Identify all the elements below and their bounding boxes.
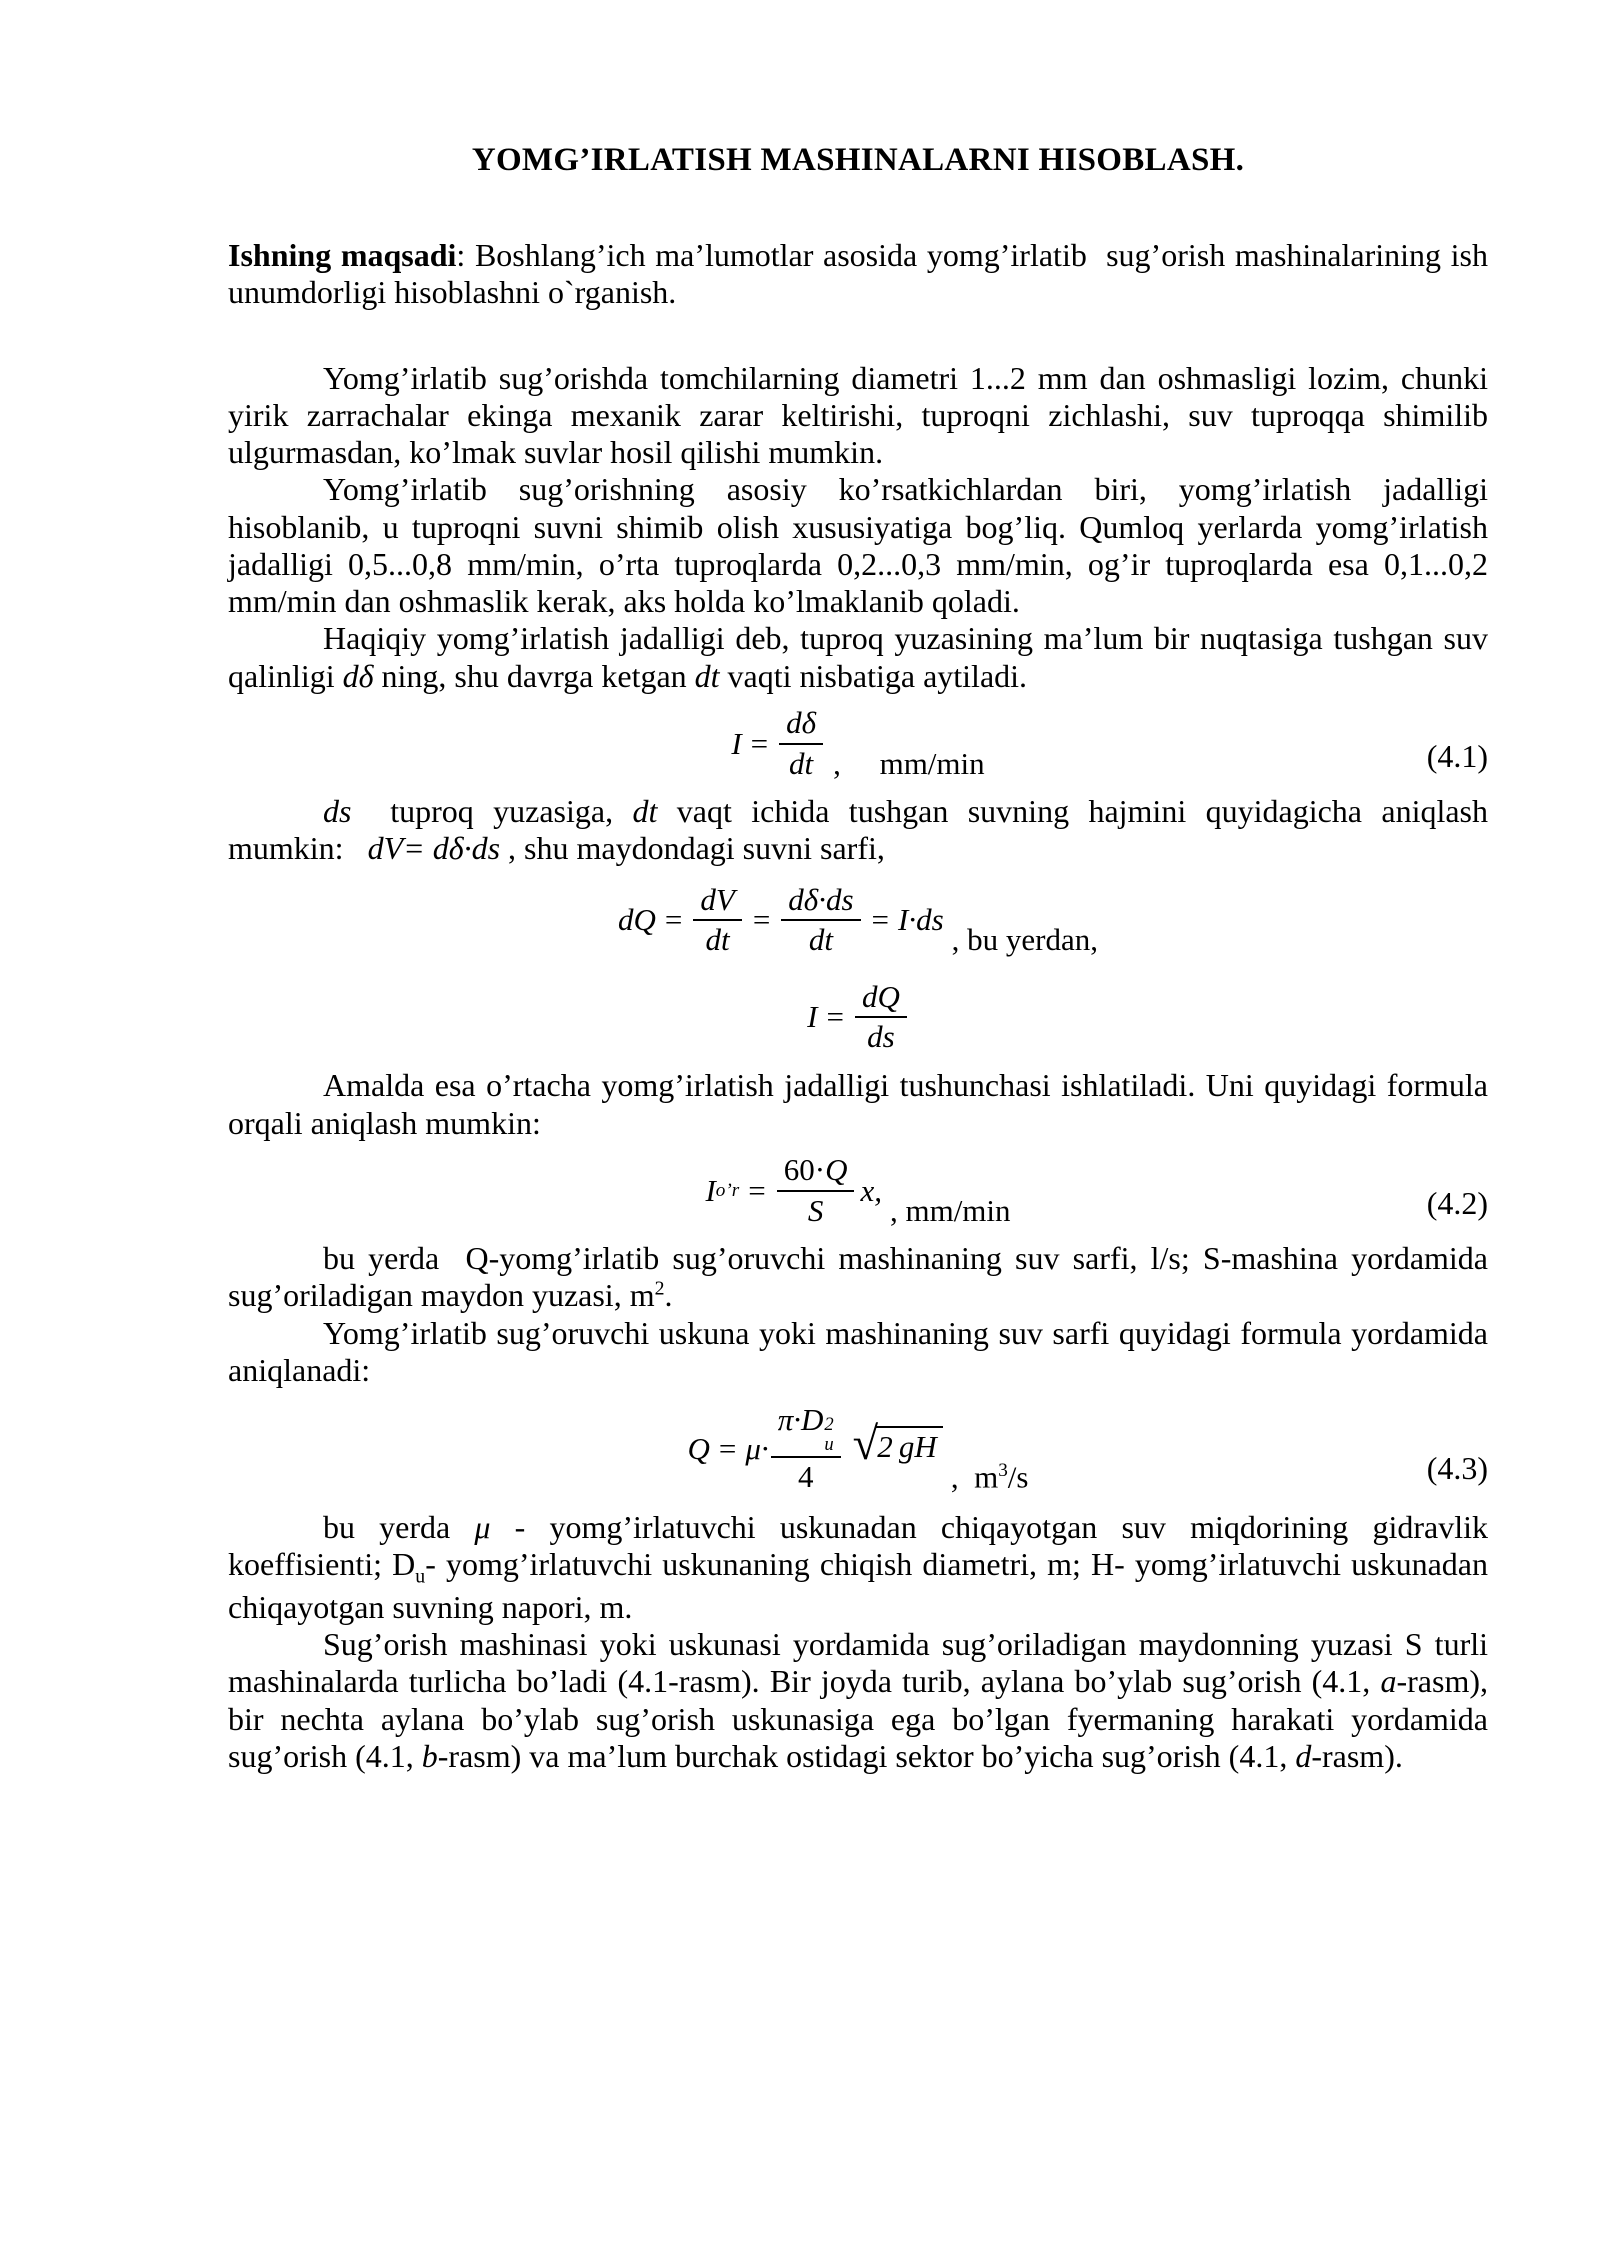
formula-coefficient: μ· xyxy=(745,1430,769,1466)
formula-lhs: I xyxy=(705,1172,716,1208)
equals-sign: = xyxy=(718,1430,737,1466)
fraction-numerator: dδ·ds xyxy=(781,883,860,922)
fraction-denominator: dt xyxy=(808,922,833,958)
formula-lhs: Q xyxy=(687,1430,710,1466)
formula-body-4-2 xyxy=(705,1153,1010,1228)
formula-body-i xyxy=(807,980,909,1055)
equation-dq xyxy=(228,877,1488,963)
formula-rhs: I·ds xyxy=(898,902,944,938)
formula-units: , mm/min xyxy=(889,1192,1011,1228)
paragraph-real-intensity: Haqiqiy yomg’irlatish jadalligi deb, tuproq yuzasining ma’lum bir nuqtasiga tushgan suv qalinligi dδ ning, shu davrga ketgan dt vaqti nisbatiga aytiladi. xyxy=(228,620,1488,694)
paragraph-droplet-diameter: Yomg’irlatib sug’orishda tomchilarning diametri 1...2 mm dan oshmasligi lozim, chunki yirik zarrachalar ekinga mexanik zarar keltirishi, tuproqni zichlashi, suv tuproqqa shimilib ulgurmasdan, ko’lmak suvlar hosil qilishi mumkin. xyxy=(228,359,1488,471)
paragraph-intensity-limits: Yomg’irlatib sug’orishning asosiy ko’rsatkichlardan biri, yomg’irlatish jadalligi hisoblanib, u tuproqni suvni shimib olish xususiyatiga bog’liq. Qumloq yerlarda yomg’irlatish jadalligi 0,5...0,8 mm/min, o’rta tuproqlarda 0,2...0,3 mm/min, og’ir tuproqlarda esa 0,1...0,2 mm/min dan oshmaslik kerak, aks holda ko’lmaklanib qoladi. xyxy=(228,471,1488,620)
square-root xyxy=(852,1418,943,1473)
radical-sign: √ xyxy=(852,1418,879,1470)
formula-lhs: I xyxy=(807,999,818,1035)
formula-body-4-3 xyxy=(688,1403,1029,1495)
equation-number: (4.2) xyxy=(1426,1185,1488,1222)
paragraph-volume-definition: ds tuproq yuzasiga, dt vaqt ichida tushgan suvning hajmini quyidagicha aniqlash mumkin: dV= dδ·ds , shu maydondagi suvni sarfi, xyxy=(228,792,1489,867)
equation-4-2 xyxy=(228,1148,1488,1234)
fraction-numerator: 60·Q xyxy=(777,1153,855,1192)
fraction xyxy=(777,1153,855,1228)
radicand: 2 gH xyxy=(875,1426,943,1465)
equals-sign: = xyxy=(750,725,769,761)
equals-sign: = xyxy=(748,1172,766,1208)
formula-lhs: I xyxy=(731,725,742,761)
fraction xyxy=(693,883,741,958)
purpose-label: Ishning maqsadi xyxy=(228,237,457,273)
equals-sign: = xyxy=(826,999,844,1035)
fraction xyxy=(779,706,823,781)
paragraph-mu-definition: bu yerda μ - yomg’irlatuvchi uskunadan chiqayotgan suv miqdorining gidravlik koeffisienti; $D_u-$ yomg’irlatuvchi uskunaning chiqish diametri, m; H- yomg’irlatuvchi uskunadan chiqayotgan suvning napori, m. xyxy=(228,1509,1489,1625)
equation-4-1 xyxy=(228,701,1488,787)
paragraph-average-intensity: Amalda esa o’rtacha yomg’irlatish jadalligi tushunchasi ishlatiladi. Uni quyidagi formula orqali aniqlash mumkin: xyxy=(228,1067,1488,1141)
fraction-denominator: ds xyxy=(867,1019,895,1055)
fraction-numerator xyxy=(771,1403,841,1458)
equation-4-3 xyxy=(228,1399,1488,1499)
equals-sign: = xyxy=(664,902,683,938)
formula-units: , mm/min xyxy=(833,745,985,781)
formula-lhs-subscript: o’r xyxy=(715,1180,740,1202)
fraction-denominator: S xyxy=(807,1192,824,1228)
sub-sup-stack xyxy=(824,1415,833,1454)
fraction-numerator: dV xyxy=(693,883,741,922)
formula-trailing-glyph: x, xyxy=(860,1172,882,1208)
fraction-numerator: dδ xyxy=(779,706,823,745)
equation-number: (4.1) xyxy=(1426,738,1488,775)
equation-number: (4.3) xyxy=(1426,1450,1488,1487)
numerator-base: π·D xyxy=(777,1402,824,1438)
equation-i xyxy=(228,977,1488,1057)
formula-continuation: , bu yerdan, xyxy=(951,922,1098,958)
fraction-denominator: dt xyxy=(705,922,730,958)
fraction-denominator: 4 xyxy=(797,1459,814,1495)
formula-body-4-1 xyxy=(731,706,984,781)
equals-sign: = xyxy=(752,902,771,938)
paragraph-area-types: Sug’orish mashinasi yoki uskunasi yordamida sug’oriladigan maydonning yuzasi S turli mashinalarda turlicha bo’ladi (4.1-rasm). Bir joyda turib, aylana bo’ylab sug’orish (4.1, a-rasm), bir nechta aylana bo’ylab sug’orish uskunasiga ega bo’lgan fyermaning harakati yordamida sug’orish (4.1, b-rasm) va ma’lum burchak ostidagi sektor bo’yicha sug’orish (4.1, d-rasm). xyxy=(228,1626,1488,1774)
paragraph-purpose xyxy=(228,237,1488,312)
subscript: u xyxy=(824,1433,834,1455)
document-title: YOMG’IRLATISH MASHINALARNI HISOBLASH. xyxy=(471,142,1245,178)
fraction-numerator: dQ xyxy=(855,980,907,1019)
equals-sign: = xyxy=(871,902,890,938)
paragraph-discharge-formula-intro: Yomg’irlatib sug’oruvchi uskuna yoki mashinaning suv sarfi quyidagi formula yordamida aniqlanadi: xyxy=(228,1314,1488,1388)
formula-lhs: dQ xyxy=(618,902,656,938)
formula-body-dq xyxy=(618,883,1098,958)
fraction xyxy=(855,980,907,1055)
fraction xyxy=(771,1403,841,1495)
fraction-denominator: dt xyxy=(789,745,814,781)
formula-units: , $m^3/s$ xyxy=(950,1459,1029,1495)
purpose-text: : Boshlang’ich ma’lumotlar asosida yomg’irlatib sug’orish mashinalarining ish unumdorligi hisoblashni o`rganish. xyxy=(228,237,1489,311)
paragraph-q-s-definition: bu yerda Q-yomg’irlatib sug’oruvchi mashinaning suv sarfi, l/s; S-mashina yordamida sug’oriladigan maydon yuzasi, $m^2$. xyxy=(228,1239,1488,1314)
superscript: 2 xyxy=(824,1414,834,1436)
fraction xyxy=(781,883,860,958)
